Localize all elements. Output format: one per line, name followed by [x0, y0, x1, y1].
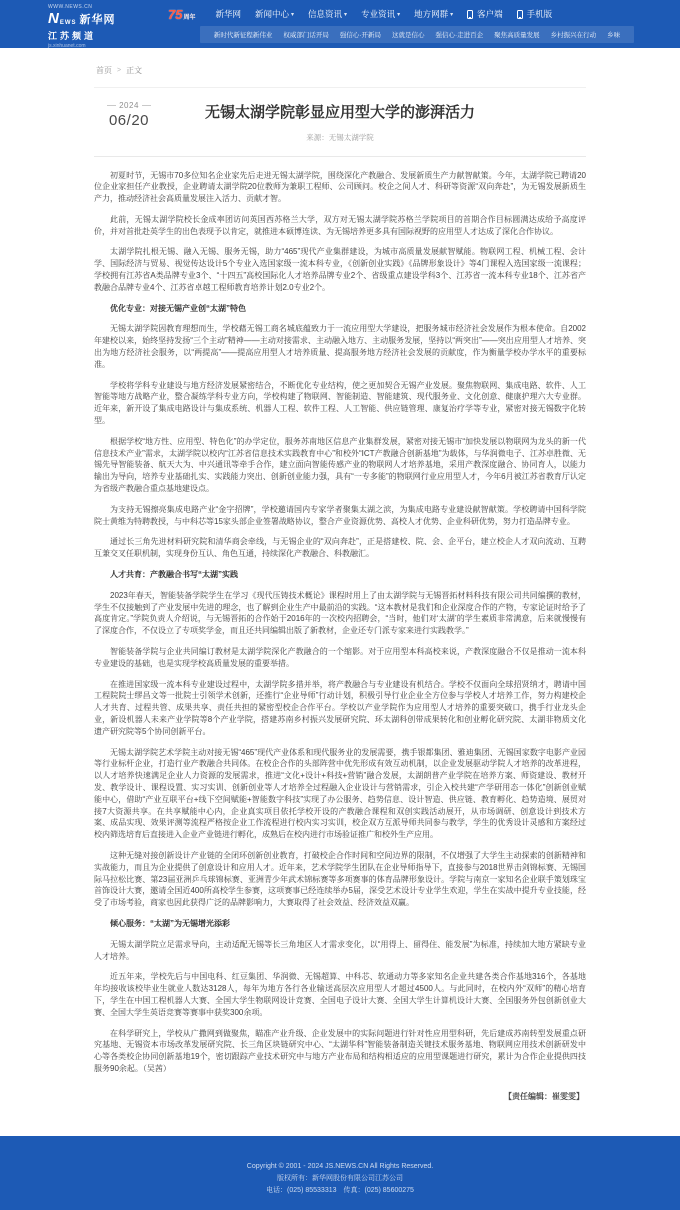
- paragraph: 智能装备学院与企业共同编订教材是太湖学院深化产教融合的一个缩影。对于应用型本科高校来说，产教深度融合不仅是推动一流本科专业建设的基础，也是实现学校高质量发展的重要举措。: [94, 647, 586, 668]
- nav-item-xinhuanet[interactable]: 新华网: [215, 9, 241, 19]
- subnav-item[interactable]: 乡味: [607, 32, 621, 39]
- article-body: [94, 157, 586, 1075]
- paragraph: 在科学研究上，学校从广撒网到做聚焦，瞄准产业升级、企业发展中的实际问题进行针对性应用型科研，先后建成苏南转型发展重点研究基地、无锡资本市场改革发展研究院、长三角区块链研究中心、“太湖华科”智能装备制造关键技术服务基地、物联网应用技术创新研发中心等各类校企协同创新基地19个，密切跟踪产业技术研究中与地方产业布局和结构相适应的应用型课题进行研究，累计为合作企业提供四技服务90余起。（吴茜）: [94, 1028, 586, 1073]
- chevron-down-icon: ▾: [397, 11, 401, 18]
- jiangsu-channel-label: 江苏频道: [48, 31, 97, 41]
- logo-url-bottom: js.xinhuanet.com: [48, 43, 86, 49]
- publish-year: 2024: [119, 101, 139, 110]
- paragraph: 2023年春天，智能装备学院学生在学习《现代压铸技术概论》课程时用上了由太湖学院与无锡晋拓材料科技有限公司共同编撰的教材，学生不仅接触到了产业发展中先进的理念，也了解到企业生产中最前沿的实践。“这本教材是我们和企业深度合作的产物，专家论证时给予了高度肯定。”学院负责人介绍说，与无锡晋拓的合作始于2016年的一次校内招聘会，“当时，他们对‘太湖’的学生素质非常满意，后来就慢慢有了深度合作，不仅设立了专项奖学金，而且还共同编辑出版了新教材，企业还专门派专家来进行实践教学。”: [94, 590, 586, 636]
- subnav-item[interactable]: 新时代新征程新伟业: [213, 32, 273, 39]
- xinhua-n-icon: N: [48, 10, 59, 27]
- paragraph: 通过长三角先进材料研究院和清华商会牵线，与无锡企业的“双向奔赴”，正是搭建校、院、会、企平台，建立校企人才双向流动、互聘互兼交叉任职机制，实现身份互认、角色互通，持续深化产教融合、科教融汇。: [94, 537, 586, 559]
- xinhua-logo[interactable]: [0, 0, 168, 48]
- main-nav: [168, 0, 656, 26]
- subnav-item[interactable]: 强信心·开新局: [339, 32, 381, 39]
- chevron-down-icon: ▾: [344, 11, 348, 18]
- footer-rights: 版权所有：新华网股份有限公司江苏公司: [277, 1174, 403, 1182]
- paragraph: 这种无缝对接创新设计产业链的全闭环创新创业教育，打破校企合作时间和空间边界的限制，不仅增强了大学生主动探索的创新精神和实战能力，而且为企业提供了创意设计和应用人才。近年来，艺术学院学生团队在企业导师指导下，直接参与2018世界击剑锦标赛、无锡国际马拉松比赛、第23届亚洲乒乓球锦标赛、亚洲青少年武术锦标赛等多项赛事的体育品牌形象设计。学院与南京一家知名企业联手策划珠宝首饰设计大赛，邀请全国近400所高校学生参赛，这项赛事已经连续举办5届，深受艺术设计专业学生欢迎，学生在实战中提升专业技能，经受了市场考验，商家也因此获得广泛的品牌影响力，大赛取得了社会效益、经济效益双赢。: [94, 850, 586, 908]
- breadcrumb-separator-icon: >: [117, 67, 122, 74]
- section-heading: 优化专业：对接无锡产业创“太湖”特色: [110, 303, 246, 313]
- nav-item-news-center[interactable]: 新闻中心 ▾: [255, 9, 295, 19]
- anniversary-75-logo: 75 周年: [168, 6, 196, 22]
- content-area: [94, 48, 586, 1102]
- section-heading: 人才共育：产教融合书写“太湖”实践: [110, 570, 238, 580]
- publish-date: [98, 101, 160, 129]
- breadcrumb-current: 正文: [126, 66, 143, 75]
- mobile-phone-icon: [517, 10, 523, 19]
- paragraph: 无锡太湖学院因教育理想而生，学校藉无锡工商名城底蕴致力于一流应用型大学建设，把服务城市经济社会发展作为根本使命。自2002年建校以来，始终坚持发扬“三个主动”精神——主动对接需求、主动融入地方、主动服务发展，坚持以“两突出”——突出应用型人才培养、突出为地方经济社会服务，以“两提高”——提高应用型人才培养质量、提高服务地方经济社会发展的贡献度，作为衡量学校办学水平的重要标准。: [94, 324, 586, 369]
- subnav-item[interactable]: 这就是信心: [392, 32, 425, 39]
- logo-xinhuanet-text: 新华网: [79, 14, 116, 26]
- topic-subnav: [200, 26, 634, 43]
- logo-ews-text: EWS: [59, 20, 77, 26]
- paragraph: 无锡太湖学院艺术学院主动对接无锡“465”现代产业体系和现代服务业的发展需要，携手银都集团、雅迪集团、无锡国家数字电影产业园等行业标杆企业，打造行业产教融合共同体。在校企合作的头部阵营中优先形成有效互动机制，以企业发展驱动学院人才培养的改革进程，以人才培养快速满足企业人力资源的发展需求，推进“文化+设计+科技+营销”融合发展，太湖朗普产业学院在培养方案、师资建设、教材开发、教学设计、课程设置、实习实训、创新创业等人才培养全过程融入企业设计与营销需求，引企入校共建“产学研用态一体化”创新创业赋能中心，借助“产业互联平台+线下空间赋能+智能数字科技”实现了办公服务、趋势信息、设计智造、供应链、教育孵化、趋势造境、展贸对接7大资源共享。在共享赋能中心内，企业真实项目依托学校开设的产教融合课程和双创实践活动展开，从市场调研、创意设计到技术方案、成品实现、效果评测等流程严格按企业工作流程进行校内实习实训，校企双方互派导师共同参与教学，学生的优秀设计灵感和方案经过校内筛选培育后直接进入企业产业链进行孵化，成熟后在校内进行市场验证推广和校外生产应用。: [94, 747, 586, 840]
- paragraph: 学校将学科专业建设与地方经济发展紧密结合，不断优化专业结构，使之更加契合无锡产业发展。聚焦物联网、集成电路、软件、人工智能等地方战略产业，整合凝练学科专业方向，学校构建了物联网、智能制造、智能建筑、现代服务业、文化创意、健康护理六大专业群。近年来，新开设了集成电路设计与集成系统、机器人工程、软件工程、人工智能、供应链管理、康复治疗学等专业，紧密对接无锡数字化转型。: [94, 380, 586, 426]
- logo-url-top: WWW.NEWS.CN: [48, 4, 93, 10]
- nav-item-info[interactable]: 信息资讯 ▾: [308, 9, 348, 19]
- paragraph: 为支持无锡擦亮集成电路产业“金字招牌”，学校邀请国内专家学者聚集太湖之滨，为集成电路专业建设献智献策。学校聘请中国科学院院士黄维为特聘教授，与中科芯等15家头部企业签署战略协议，整合产业资源优势、高校人才优势、企业科研优势，努力打造品牌专业。: [94, 504, 586, 526]
- site-header: [0, 0, 680, 48]
- nav-item-professional[interactable]: 专业资讯 ▾: [361, 9, 401, 19]
- chevron-down-icon: ▾: [291, 11, 295, 18]
- breadcrumb-home-link[interactable]: 首页: [96, 66, 112, 75]
- footer-copyright: Copyright © 2001 - 2024 JS.NEWS.CN All Rights Reserved.: [246, 1162, 434, 1170]
- paragraph: 近五年来，学校先后与中国电科、红豆集团、华润微、无锡超算、中科芯、软通动力等多家知名企业共建各类合作基地316个，各基地年均接收该校毕业生就业人数达3128人，每年为地方各行各业输送高层次应用型人才超过4500人。与此同时，在校内外“双师”的精心培育下，学生在中国工程机器人大赛、全国大学生物联网设计竞赛、全国电子设计大赛、全国大学生计算机设计大赛、全国服务外包创新创业大赛、全国大学生英语竞赛等赛事中获奖300余项。: [94, 972, 586, 1017]
- paragraph: 在推进国家级一流本科专业建设过程中，太湖学院多措并举，将产教融合与专业建设有机结合。学校不仅面向全球招贤纳才，聘请中国工程院院士缪昌文等一批院士引领学术创新，还推行“企业导师”行动计划，积极引导行业企业全方位参与学校人才培养工作，努力构建校企人才共育、过程共管、成果共享、责任共担的紧密型校企合作平台。学校以产业学院作为应用型人才培养的重要突破口，携手行业龙头企业，新设机器人未来产业学院等8个产业学院，搭建苏南乡村振兴发展研究院、环太湖科创带成果转化和创业孵化研究院、太湖非物质文化遗产研究院等5个协同创新平台。: [94, 679, 586, 736]
- client-app-icon: [467, 10, 473, 19]
- page-title: 无锡太湖学院彰显应用型大学的澎湃活力: [204, 104, 475, 121]
- article-source: 来源：无锡太湖学院: [306, 132, 374, 142]
- date-decoration-line: [142, 105, 151, 106]
- paragraph: 此前，无锡太湖学院校长金成率团访问英国西苏格兰大学，双方对无锡太湖学院苏格兰学院项目的首期合作目标圆满达成给予高度评价，并对首批赴英学生的出色表现予以肯定，就推进本硕博连读、为无锡培养更多具有国际视野的应用型人才达成了深化合作协议。: [94, 214, 586, 236]
- paragraph: 无锡太湖学院立足需求导向，主动适配无锡等长三角地区人才需求变化，以“用得上、留得住、能发展”为标准，持续加大地方紧缺专业人才培养。: [94, 939, 586, 961]
- nav-item-local-sites[interactable]: 地方网群 ▾: [414, 9, 454, 19]
- site-footer: [0, 1136, 680, 1210]
- chevron-down-icon: ▾: [450, 11, 454, 18]
- article-header: [94, 88, 586, 157]
- nav-item-mobile-version[interactable]: 手机版: [517, 8, 553, 20]
- breadcrumb: [94, 48, 586, 88]
- paragraph: 太湖学院扎根无锡、融入无锡、服务无锡，助力“465”现代产业集群建设，为城市高质量发展献智赋能。物联网工程、机械工程、会计学、国际经济与贸易、视觉传达设计5个专业入选国家级一流本科专业，《创新创业实践》《品牌形象设计》等4门课程入选国家级一流课程；学校拥有江苏省A类品牌专业3个、“十四五”高校国际化人才培养品牌专业2个、省级重点建设学科3个、江苏省一流本科专业18个、江苏省产教融合品牌专业4个、江苏省卓越工程师教育培养计划2.0专业2个。: [94, 247, 586, 292]
- publish-day: 06/20: [108, 112, 150, 129]
- subnav-item[interactable]: 聚焦高质量发展: [494, 32, 540, 39]
- subnav-item[interactable]: 权威部门话开局: [283, 32, 329, 39]
- nav-item-client-app[interactable]: 客户端: [467, 8, 503, 20]
- date-decoration-line: [107, 105, 116, 106]
- subnav-item[interactable]: 强信心·走进百企: [435, 32, 484, 39]
- paragraph: 初夏时节，无锡市70多位知名企业家先后走进无锡太湖学院，围绕深化产教融合、发展新质生产力献智献策。今年，太湖学院已聘请20位企业家担任产业教授，企业聘请太湖学院20位教师为兼职工程师、公司顾问。校企之间人才、科研等资源“双向奔赴”，为无锡发展新质生产力，推动经济社会高质量发展注入活力、贡献才智。: [94, 170, 586, 204]
- subnav-item[interactable]: 乡村振兴在行动: [550, 32, 597, 39]
- paragraph: 根据学校“地方性、应用型、特色化”的办学定位，服务苏南地区信息产业集群发展，紧密对接无锡市“加快发展以物联网为龙头的新一代信息技术产业”需求，太湖学院以校内“江苏省信息技术实践教育中心”和校外“ICT产教融合创新基地”为载体，与华润微电子、江苏卓胜微、无锡先导智能装备、航天大为、中兴通讯等牵手合作，建立面向智能传感产业的物联网人才培养基地，采用产教深度融合、协同育人，以能力输出为导向，培养专业基础扎实、实践能力突出、创新创业能力强，具有“一专多能”的物联网行业应用型人才，今年6月被江苏省教育厅认定为省级产教融合重点基地建设点。: [94, 436, 586, 494]
- editor-credit: 【责任编辑：崔雯雯】: [504, 1091, 584, 1101]
- footer-contact: 电话：(025) 85533313 传真：(025) 85600275: [266, 1186, 414, 1194]
- section-heading: 倾心服务：“太湖”为无锡增光添彩: [110, 918, 230, 928]
